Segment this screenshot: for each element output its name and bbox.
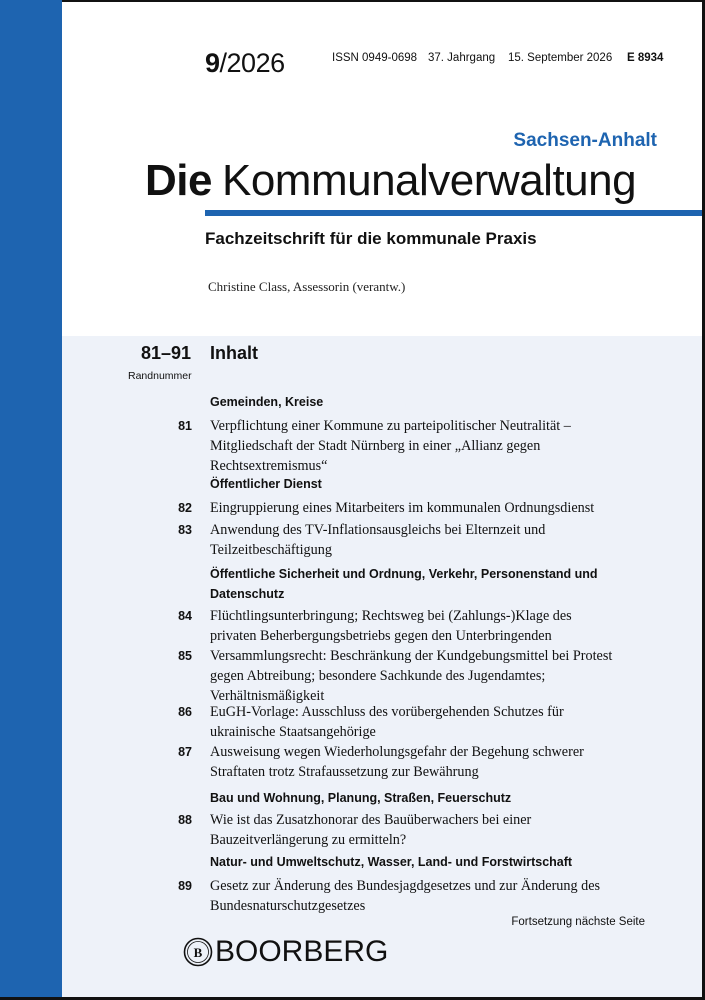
publisher-name: BOORBERG [215,935,389,968]
issue-number: 9/2026 [205,48,285,78]
toc-section: Öffentlicher Dienst [210,477,322,491]
toc-entry-number: 86 [178,705,192,719]
toc-entry-number: 87 [178,745,192,759]
toc-section: Bau und Wohnung, Planung, Straßen, Feuerschutz [210,791,512,805]
issn: ISSN 0949-0698 [332,52,418,64]
toc-entry-number: 89 [178,879,192,893]
toc-heading: Inhalt [210,343,258,363]
publisher-logo [183,935,388,969]
boorberg-mark-icon [183,937,213,967]
toc-entry-text: Wie ist das Zusatzhonorar des Bauüberwachers bei einer Bauzeitverlängerung zu ermitteln? [210,812,532,848]
toc-entry-text: Eingruppierung eines Mitarbeiters im kommunalen Ordnungsdienst [210,500,595,516]
title-prefix: Die [145,156,212,205]
volume: 37. Jahrgang [428,52,496,64]
toc-range: 81–91 [141,343,192,363]
toc-entry-number: 88 [178,813,192,827]
toc-entry-number: 82 [178,501,192,515]
toc-entry-text: Flüchtlingsunterbringung; Rechtsweg bei (Zahlungs-)Klage des privaten Beherbergungsbetriebs gegen den Unterbringenden [210,608,572,644]
toc-section: Öffentliche Sicherheit und Ordnung, Verkehr, Personenstand und Datenschutz [210,567,598,601]
region-label: Sachsen-Anhalt [513,130,657,151]
mark-letter: B [193,945,203,960]
blue-sidebar [0,0,62,1000]
toc-entry-number: 83 [178,523,192,537]
toc-entry-text: Versammlungsrecht: Beschränkung der Kundgebungsmittel bei Protest gegen Abtreibung; besondere Sachkunde des Jugendamtes; Verhältnismäßigkeit [210,648,613,704]
publication-code: E 8934 [627,52,664,64]
toc-entry-text: Gesetz zur Änderung des Bundesjagdgesetzes und zur Änderung des Bundesnaturschutzgesetzes [210,878,601,914]
frame-top [0,0,705,2]
toc-entry-number: 85 [178,649,192,663]
toc-entry-text: Anwendung des TV-Inflationsausgleichs bei Elternzeit und Teilzeitbeschäftigung [210,522,546,558]
toc-entry-text: Ausweisung wegen Wiederholungsgefahr der Begehung schwerer Straftaten trotz Strafaussetzung zur Bewährung [210,744,584,780]
toc-range-label: Randnummer [128,370,192,382]
toc-section: Gemeinden, Kreise [210,395,324,409]
toc-entry-text: Verpflichtung einer Kommune zu parteipolitischer Neutralität – Mitgliedschaft der Stadt Nürnberg in einer „Allianz gegen Rechtsextremismus“ [210,418,571,474]
issue-date: 15. September 2026 [508,52,613,64]
toc-entry-number: 81 [178,419,192,433]
journal-subtitle: Fachzeitschrift für die kommunale Praxis [205,229,537,248]
title-rule [205,210,702,216]
continued-note: Fortsetzung nächste Seite [511,916,645,928]
toc-section: Natur- und Umweltschutz, Wasser, Land- und Forstwirtschaft [210,855,573,869]
journal-title [145,156,636,206]
editor-credit: Christine Class, Assessorin (verantw.) [208,279,406,294]
toc-entry-text: EuGH-Vorlage: Ausschluss des vorübergehenden Schutzes für ukrainische Staatsangehörige [210,704,564,740]
title-main: Kommunalverwaltung [221,156,637,205]
toc-entry-number: 84 [178,609,192,623]
